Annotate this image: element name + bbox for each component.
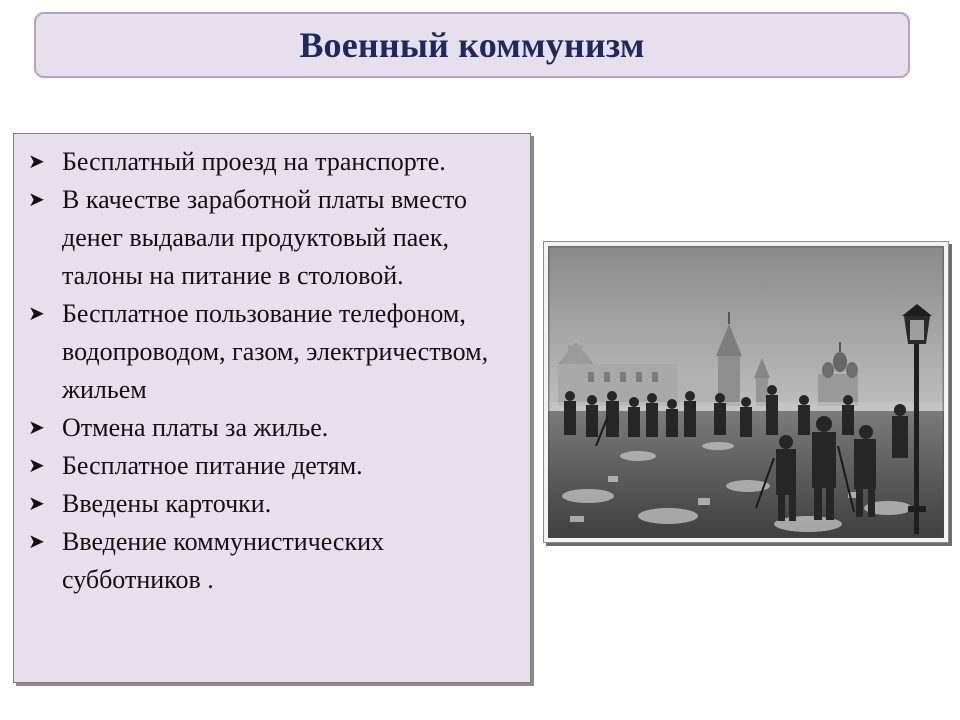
bullet-text: Бесплатное пользование телефоном, водопроводом, газом, электричеством, жильем: [62, 299, 489, 404]
bullet-text: Отмена платы за жилье.: [62, 413, 329, 442]
bullet-text: Введение коммунистических субботников .: [62, 527, 385, 594]
bullet-item: [28, 409, 520, 447]
bullet-text: Бесплатный проезд на транспорте.: [62, 147, 446, 176]
bullet-item: [28, 523, 520, 599]
bullet-list: [14, 134, 530, 599]
arrowhead-bullet-icon: ➤: [28, 493, 45, 515]
historical-photo-frame: [543, 241, 949, 543]
slide-title: Военный коммунизм: [299, 25, 645, 65]
bullet-item: [28, 295, 520, 409]
bullet-panel: [13, 133, 531, 683]
bullet-item: [28, 485, 520, 523]
bullet-item: [28, 181, 520, 295]
bullet-text: Бесплатное питание детям.: [62, 451, 363, 480]
title-banner: [34, 12, 910, 78]
bullet-item: [28, 143, 520, 181]
arrowhead-bullet-icon: ➤: [28, 417, 45, 439]
bullet-item: [28, 447, 520, 485]
arrowhead-bullet-icon: ➤: [28, 455, 45, 477]
arrowhead-bullet-icon: ➤: [28, 531, 45, 553]
bullet-text: В качестве заработной платы вместо денег выдавали продуктовый паек, талоны на питание в столовой.: [62, 185, 467, 290]
arrowhead-bullet-icon: ➤: [28, 303, 45, 325]
arrowhead-bullet-icon: ➤: [28, 151, 45, 173]
bullet-text: Введены карточки.: [62, 489, 272, 518]
arrowhead-bullet-icon: ➤: [28, 189, 45, 211]
historical-photo: [548, 246, 944, 538]
